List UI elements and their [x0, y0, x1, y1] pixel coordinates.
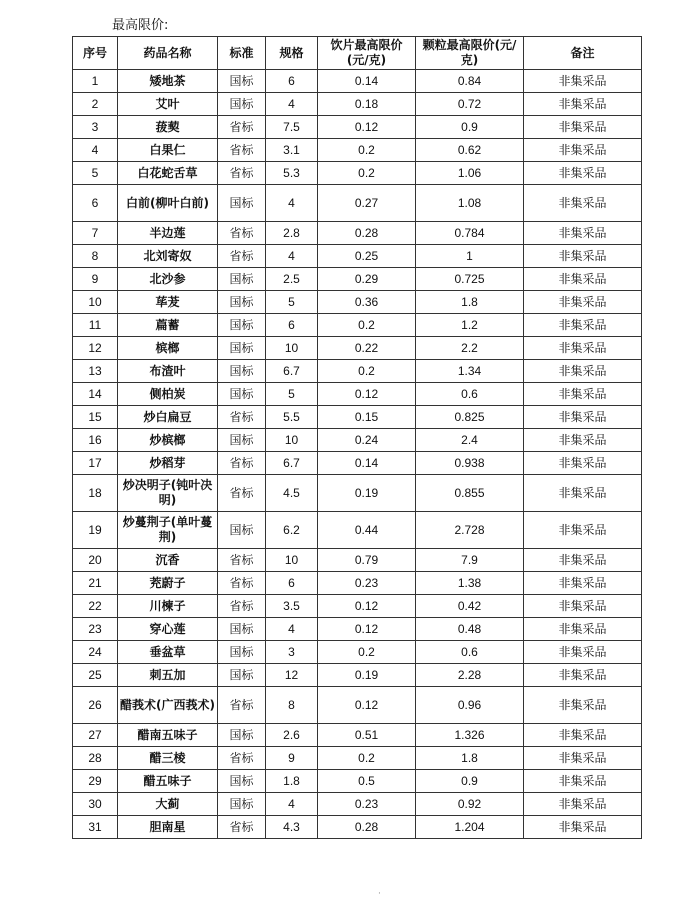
cell-standard: 省标	[218, 475, 266, 512]
cell-piece-price: 0.36	[318, 291, 416, 314]
cell-note: 非集采品	[524, 572, 642, 595]
cell-note: 非集采品	[524, 268, 642, 291]
cell-name: 萹蓄	[118, 314, 218, 337]
cell-note: 非集采品	[524, 641, 642, 664]
cell-piece-price: 0.18	[318, 93, 416, 116]
table-row	[73, 641, 642, 664]
cell-name: 醋南五味子	[118, 724, 218, 747]
cell-piece-price: 0.2	[318, 641, 416, 664]
cell-note: 非集采品	[524, 724, 642, 747]
cell-standard: 国标	[218, 337, 266, 360]
cell-note: 非集采品	[524, 383, 642, 406]
cell-granule-price: 0.9	[416, 116, 524, 139]
cell-granule-price: 0.72	[416, 93, 524, 116]
cell-seq: 24	[73, 641, 118, 664]
cell-name: 北沙参	[118, 268, 218, 291]
cell-note: 非集采品	[524, 618, 642, 641]
table-row	[73, 793, 642, 816]
table-row	[73, 291, 642, 314]
cell-piece-price: 0.44	[318, 512, 416, 549]
cell-spec: 5	[266, 291, 318, 314]
cell-name: 侧柏炭	[118, 383, 218, 406]
cell-note: 非集采品	[524, 116, 642, 139]
cell-name: 白前(柳叶白前)	[118, 185, 218, 222]
cell-seq: 26	[73, 687, 118, 724]
page-mark: ·	[378, 889, 381, 899]
cell-granule-price: 1.8	[416, 291, 524, 314]
cell-piece-price: 0.5	[318, 770, 416, 793]
cell-granule-price: 1.204	[416, 816, 524, 839]
cell-standard: 国标	[218, 185, 266, 222]
cell-spec: 6.7	[266, 452, 318, 475]
cell-granule-price: 0.6	[416, 641, 524, 664]
header-granule-price: 颗粒最高限价(元/克)	[416, 37, 524, 70]
table-row	[73, 139, 642, 162]
table-row	[73, 724, 642, 747]
cell-piece-price: 0.51	[318, 724, 416, 747]
table-row	[73, 70, 642, 93]
cell-seq: 20	[73, 549, 118, 572]
cell-standard: 省标	[218, 549, 266, 572]
cell-piece-price: 0.79	[318, 549, 416, 572]
table-row	[73, 360, 642, 383]
table-row	[73, 406, 642, 429]
cell-name: 炒蔓荆子(单叶蔓荆)	[118, 512, 218, 549]
cell-standard: 国标	[218, 770, 266, 793]
cell-granule-price: 1.38	[416, 572, 524, 595]
header-name: 药品名称	[118, 37, 218, 70]
cell-piece-price: 0.15	[318, 406, 416, 429]
cell-piece-price: 0.2	[318, 360, 416, 383]
cell-standard: 国标	[218, 268, 266, 291]
cell-spec: 5	[266, 383, 318, 406]
cell-granule-price: 1.2	[416, 314, 524, 337]
cell-standard: 省标	[218, 245, 266, 268]
cell-granule-price: 0.855	[416, 475, 524, 512]
cell-spec: 6.7	[266, 360, 318, 383]
cell-granule-price: 0.84	[416, 70, 524, 93]
cell-name: 沉香	[118, 549, 218, 572]
cell-name: 醋三棱	[118, 747, 218, 770]
cell-standard: 国标	[218, 793, 266, 816]
cell-seq: 21	[73, 572, 118, 595]
cell-granule-price: 1.06	[416, 162, 524, 185]
cell-note: 非集采品	[524, 687, 642, 724]
table-row	[73, 162, 642, 185]
cell-seq: 29	[73, 770, 118, 793]
cell-seq: 16	[73, 429, 118, 452]
cell-spec: 10	[266, 337, 318, 360]
cell-granule-price: 2.28	[416, 664, 524, 687]
table-row	[73, 770, 642, 793]
cell-piece-price: 0.27	[318, 185, 416, 222]
table-row	[73, 222, 642, 245]
cell-piece-price: 0.2	[318, 162, 416, 185]
cell-note: 非集采品	[524, 747, 642, 770]
cell-seq: 15	[73, 406, 118, 429]
cell-spec: 5.5	[266, 406, 318, 429]
cell-note: 非集采品	[524, 314, 642, 337]
cell-seq: 6	[73, 185, 118, 222]
cell-standard: 国标	[218, 618, 266, 641]
cell-granule-price: 2.2	[416, 337, 524, 360]
cell-note: 非集采品	[524, 70, 642, 93]
cell-note: 非集采品	[524, 93, 642, 116]
cell-standard: 国标	[218, 641, 266, 664]
cell-name: 菝葜	[118, 116, 218, 139]
cell-piece-price: 0.12	[318, 687, 416, 724]
cell-note: 非集采品	[524, 770, 642, 793]
cell-name: 垂盆草	[118, 641, 218, 664]
cell-granule-price: 0.938	[416, 452, 524, 475]
cell-standard: 国标	[218, 724, 266, 747]
cell-seq: 30	[73, 793, 118, 816]
cell-granule-price: 2.4	[416, 429, 524, 452]
table-body	[73, 70, 642, 839]
cell-granule-price: 1	[416, 245, 524, 268]
cell-spec: 1.8	[266, 770, 318, 793]
cell-note: 非集采品	[524, 406, 642, 429]
cell-note: 非集采品	[524, 337, 642, 360]
cell-granule-price: 1.08	[416, 185, 524, 222]
cell-granule-price: 0.62	[416, 139, 524, 162]
table-row	[73, 512, 642, 549]
cell-standard: 省标	[218, 747, 266, 770]
cell-name: 刺五加	[118, 664, 218, 687]
cell-note: 非集采品	[524, 512, 642, 549]
table-row	[73, 337, 642, 360]
cell-granule-price: 0.784	[416, 222, 524, 245]
cell-standard: 国标	[218, 70, 266, 93]
cell-granule-price: 1.326	[416, 724, 524, 747]
cell-name: 炒槟榔	[118, 429, 218, 452]
cell-seq: 4	[73, 139, 118, 162]
cell-granule-price: 0.42	[416, 595, 524, 618]
table-row	[73, 595, 642, 618]
cell-standard: 省标	[218, 222, 266, 245]
cell-name: 炒稻芽	[118, 452, 218, 475]
price-table	[72, 36, 642, 839]
cell-spec: 10	[266, 549, 318, 572]
cell-spec: 4.5	[266, 475, 318, 512]
cell-granule-price: 0.48	[416, 618, 524, 641]
table-row	[73, 475, 642, 512]
cell-standard: 国标	[218, 360, 266, 383]
cell-granule-price: 0.92	[416, 793, 524, 816]
cell-seq: 23	[73, 618, 118, 641]
header-spec: 规格	[266, 37, 318, 70]
table-row	[73, 687, 642, 724]
cell-seq: 14	[73, 383, 118, 406]
cell-spec: 6	[266, 572, 318, 595]
cell-spec: 4.3	[266, 816, 318, 839]
cell-standard: 省标	[218, 116, 266, 139]
cell-spec: 2.5	[266, 268, 318, 291]
cell-name: 白花蛇舌草	[118, 162, 218, 185]
table-row	[73, 618, 642, 641]
cell-note: 非集采品	[524, 222, 642, 245]
cell-seq: 5	[73, 162, 118, 185]
table-row	[73, 245, 642, 268]
cell-spec: 4	[266, 793, 318, 816]
cell-standard: 省标	[218, 687, 266, 724]
cell-spec: 3	[266, 641, 318, 664]
table-row	[73, 93, 642, 116]
cell-piece-price: 0.28	[318, 816, 416, 839]
cell-name: 醋五味子	[118, 770, 218, 793]
cell-seq: 28	[73, 747, 118, 770]
cell-piece-price: 0.19	[318, 475, 416, 512]
cell-standard: 国标	[218, 291, 266, 314]
cell-spec: 4	[266, 245, 318, 268]
cell-granule-price: 0.825	[416, 406, 524, 429]
cell-piece-price: 0.12	[318, 116, 416, 139]
cell-piece-price: 0.12	[318, 595, 416, 618]
cell-spec: 9	[266, 747, 318, 770]
cell-seq: 22	[73, 595, 118, 618]
cell-piece-price: 0.23	[318, 572, 416, 595]
cell-seq: 11	[73, 314, 118, 337]
cell-seq: 18	[73, 475, 118, 512]
table-row	[73, 747, 642, 770]
cell-piece-price: 0.28	[318, 222, 416, 245]
cell-granule-price: 1.34	[416, 360, 524, 383]
cell-name: 北刘寄奴	[118, 245, 218, 268]
cell-seq: 7	[73, 222, 118, 245]
cell-piece-price: 0.22	[318, 337, 416, 360]
cell-name: 槟榔	[118, 337, 218, 360]
cell-note: 非集采品	[524, 360, 642, 383]
cell-standard: 省标	[218, 572, 266, 595]
cell-note: 非集采品	[524, 595, 642, 618]
table-row	[73, 572, 642, 595]
cell-seq: 31	[73, 816, 118, 839]
cell-spec: 4	[266, 618, 318, 641]
cell-seq: 27	[73, 724, 118, 747]
cell-spec: 7.5	[266, 116, 318, 139]
table-row	[73, 314, 642, 337]
cell-seq: 10	[73, 291, 118, 314]
cell-note: 非集采品	[524, 139, 642, 162]
cell-name: 茺蔚子	[118, 572, 218, 595]
cell-seq: 3	[73, 116, 118, 139]
cell-spec: 5.3	[266, 162, 318, 185]
table-row	[73, 452, 642, 475]
cell-piece-price: 0.29	[318, 268, 416, 291]
cell-piece-price: 0.24	[318, 429, 416, 452]
cell-note: 非集采品	[524, 291, 642, 314]
cell-piece-price: 0.23	[318, 793, 416, 816]
cell-granule-price: 0.6	[416, 383, 524, 406]
cell-granule-price: 0.9	[416, 770, 524, 793]
table-row	[73, 383, 642, 406]
cell-standard: 省标	[218, 139, 266, 162]
cell-name: 炒决明子(钝叶决明)	[118, 475, 218, 512]
cell-note: 非集采品	[524, 185, 642, 222]
header-piece-price: 饮片最高限价(元/克)	[318, 37, 416, 70]
cell-seq: 25	[73, 664, 118, 687]
cell-spec: 3.1	[266, 139, 318, 162]
table-row	[73, 185, 642, 222]
cell-note: 非集采品	[524, 793, 642, 816]
cell-spec: 6	[266, 314, 318, 337]
cell-note: 非集采品	[524, 816, 642, 839]
table-row	[73, 664, 642, 687]
cell-name: 艾叶	[118, 93, 218, 116]
cell-piece-price: 0.2	[318, 314, 416, 337]
cell-standard: 省标	[218, 162, 266, 185]
cell-note: 非集采品	[524, 664, 642, 687]
cell-spec: 12	[266, 664, 318, 687]
cell-spec: 4	[266, 93, 318, 116]
cell-standard: 国标	[218, 93, 266, 116]
cell-spec: 3.5	[266, 595, 318, 618]
cell-standard: 国标	[218, 314, 266, 337]
cell-piece-price: 0.2	[318, 139, 416, 162]
cell-granule-price: 2.728	[416, 512, 524, 549]
header-seq: 序号	[73, 37, 118, 70]
cell-spec: 2.8	[266, 222, 318, 245]
cell-seq: 13	[73, 360, 118, 383]
cell-note: 非集采品	[524, 475, 642, 512]
table-header-row	[73, 37, 642, 70]
cell-name: 白果仁	[118, 139, 218, 162]
cell-spec: 2.6	[266, 724, 318, 747]
cell-piece-price: 0.19	[318, 664, 416, 687]
table-row	[73, 549, 642, 572]
cell-standard: 省标	[218, 406, 266, 429]
cell-seq: 12	[73, 337, 118, 360]
cell-spec: 4	[266, 185, 318, 222]
cell-granule-price: 0.96	[416, 687, 524, 724]
cell-granule-price: 7.9	[416, 549, 524, 572]
cell-piece-price: 0.14	[318, 452, 416, 475]
cell-granule-price: 1.8	[416, 747, 524, 770]
cell-name: 半边莲	[118, 222, 218, 245]
cell-name: 炒白扁豆	[118, 406, 218, 429]
cell-name: 穿心莲	[118, 618, 218, 641]
cell-seq: 1	[73, 70, 118, 93]
cell-piece-price: 0.25	[318, 245, 416, 268]
table-row	[73, 429, 642, 452]
cell-piece-price: 0.14	[318, 70, 416, 93]
cell-seq: 2	[73, 93, 118, 116]
cell-name: 矮地茶	[118, 70, 218, 93]
cell-name: 川楝子	[118, 595, 218, 618]
cell-spec: 10	[266, 429, 318, 452]
cell-spec: 6	[266, 70, 318, 93]
cell-standard: 省标	[218, 595, 266, 618]
cell-name: 醋莪术(广西莪术)	[118, 687, 218, 724]
cell-standard: 国标	[218, 429, 266, 452]
cell-piece-price: 0.2	[318, 747, 416, 770]
cell-name: 荜茇	[118, 291, 218, 314]
cell-piece-price: 0.12	[318, 618, 416, 641]
table-row	[73, 816, 642, 839]
cell-standard: 国标	[218, 512, 266, 549]
cell-name: 布渣叶	[118, 360, 218, 383]
cell-seq: 8	[73, 245, 118, 268]
cell-standard: 国标	[218, 664, 266, 687]
cell-piece-price: 0.12	[318, 383, 416, 406]
cell-seq: 17	[73, 452, 118, 475]
cell-standard: 省标	[218, 816, 266, 839]
cell-name: 胆南星	[118, 816, 218, 839]
cell-seq: 9	[73, 268, 118, 291]
cell-spec: 6.2	[266, 512, 318, 549]
cell-note: 非集采品	[524, 429, 642, 452]
cell-seq: 19	[73, 512, 118, 549]
cell-standard: 国标	[218, 383, 266, 406]
cell-standard: 省标	[218, 452, 266, 475]
table-row	[73, 268, 642, 291]
cell-granule-price: 0.725	[416, 268, 524, 291]
table-row	[73, 116, 642, 139]
page-title: 最高限价:	[112, 18, 169, 33]
cell-spec: 8	[266, 687, 318, 724]
header-note: 备注	[524, 37, 642, 70]
cell-note: 非集采品	[524, 162, 642, 185]
cell-note: 非集采品	[524, 549, 642, 572]
header-standard: 标准	[218, 37, 266, 70]
cell-note: 非集采品	[524, 245, 642, 268]
cell-note: 非集采品	[524, 452, 642, 475]
cell-name: 大蓟	[118, 793, 218, 816]
